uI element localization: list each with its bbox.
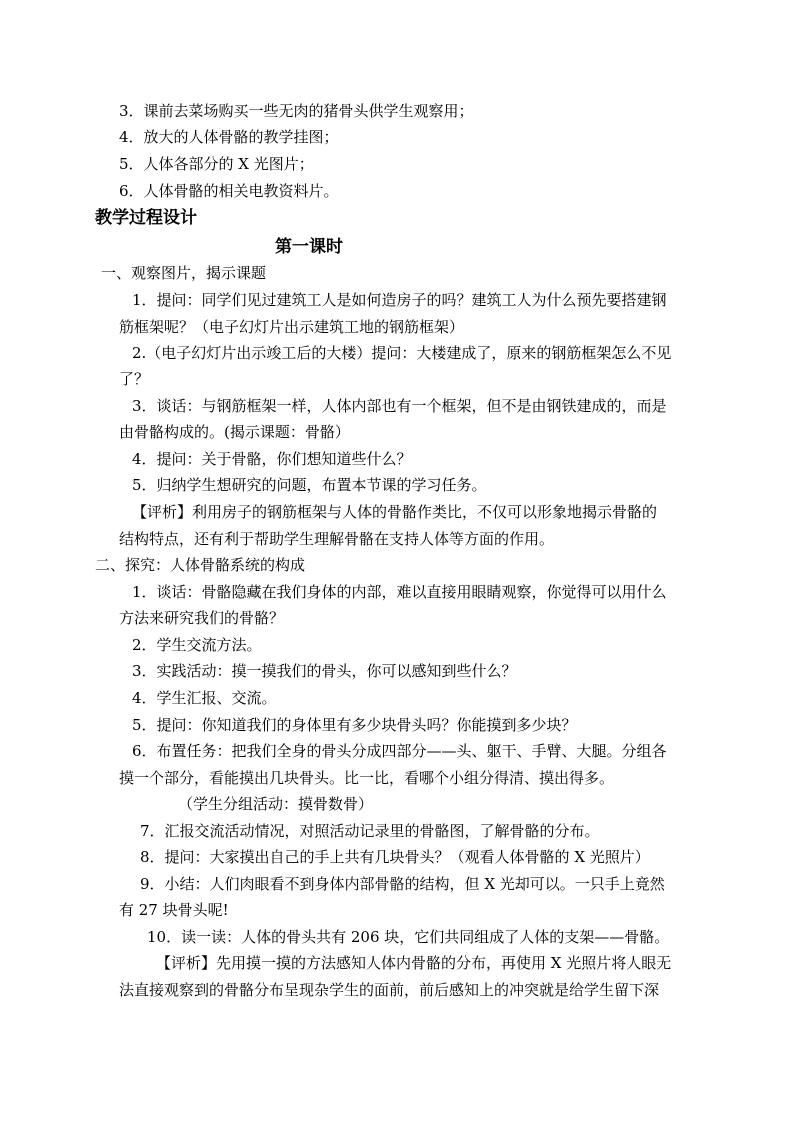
- section-title: 教学过程设计: [95, 208, 197, 228]
- part2-line: 10．读一读：人体的骨头共有 206 块，它们共同组成了人体的支架——骨骼。: [147, 928, 670, 946]
- part1-line: 了？: [119, 370, 150, 388]
- part1-line: 2.（电子幻灯片出示竣工后的大楼）提问：大楼建成了，原来的钢筋框架怎么不见: [132, 344, 672, 362]
- material-item-6: 6．人体骨骼的相关电教资料片。: [119, 182, 339, 200]
- part1-heading: 一、观察图片，揭示课题: [101, 264, 267, 282]
- part1-line: 3．谈话：与钢筋框架一样，人体内部也有一个框架，但不是由钢铁建成的，而是: [132, 397, 667, 415]
- part2-line: （学生分组活动：摸骨数骨）: [178, 795, 374, 813]
- lesson-title: 第一课时: [275, 237, 343, 257]
- part1-commentary: 结构特点，还有利于帮助学生理解骨骼在支持人体等方面的作用。: [119, 530, 555, 548]
- part2-line: 7．汇报交流活动情况，对照活动记录里的骨骼图，了解骨骼的分布。: [140, 822, 600, 840]
- material-item-4: 4．放大的人体骨骼的教学挂图；: [119, 128, 339, 146]
- part2-line: 有 27 块骨头呢!: [119, 901, 229, 919]
- part2-line: 3．实践活动：摸一摸我们的骨头，你可以感知到些什么？: [132, 662, 517, 680]
- part2-line: 5．提问：你知道我们的身体里有多少块骨头吗？你能摸到多少块？: [132, 716, 577, 734]
- part1-line: 1．提问：同学们见过建筑工人是如何造房子的吗？建筑工人为什么预先要搭建钢: [132, 291, 667, 309]
- part2-heading: 二、探究：人体骨骼系统的构成: [95, 556, 306, 574]
- part1-line: 4．提问：关于骨骼，你们想知道些什么？: [132, 450, 412, 468]
- part2-line: 2．学生交流方法。: [132, 636, 262, 654]
- part2-commentary: 【评析】先用摸一摸的方法感知人体内骨骼的分布，再使用 X 光照片将人眼无: [156, 954, 672, 972]
- part1-line: 由骨骼构成的。(揭示课题：骨骼）: [119, 423, 350, 441]
- part2-line: 9．小结：人们肉眼看不到身体内部骨骼的结构，但 X 光却可以。一只手上竟然: [140, 875, 665, 893]
- part1-line: 筋框架呢？（电子幻灯片出示建筑工地的钢筋框架）: [119, 318, 465, 336]
- part1-commentary: 【评析】利用房子的钢筋框架与人体的骨骼作类比，不仅可以形象地揭示骨骼的: [132, 503, 658, 521]
- material-item-5: 5．人体各部分的 X 光图片；: [119, 155, 314, 173]
- part2-commentary: 法直接观察到的骨骼分布呈现杂学生的面前，前后感知上的冲突就是给学生留下深: [119, 981, 660, 999]
- part2-line: 方法来研究我们的骨骼？: [119, 609, 285, 627]
- part2-line: 6．布置任务：把我们全身的骨头分成四部分——头、躯干、手臂、大腿。分组各: [132, 742, 667, 760]
- part1-line: 5．归纳学生想研究的问题，布置本节课的学习任务。: [132, 476, 487, 494]
- part2-line: 8．提问：大家摸出自己的手上共有几块骨头？（观看人体骨骼的 X 光照片）: [140, 848, 650, 866]
- part2-line: 摸一个部分，看能摸出几块骨头。比一比，看哪个小组分得清、摸出得多。: [119, 769, 615, 787]
- part2-line: 1．谈话：骨骼隐藏在我们身体的内部，难以直接用眼睛观察，你觉得可以用什么: [132, 583, 667, 601]
- part2-line: 4．学生汇报、交流。: [132, 689, 277, 707]
- material-item-3: 3．课前去菜场购买一些无肉的猪骨头供学生观察用；: [119, 102, 474, 120]
